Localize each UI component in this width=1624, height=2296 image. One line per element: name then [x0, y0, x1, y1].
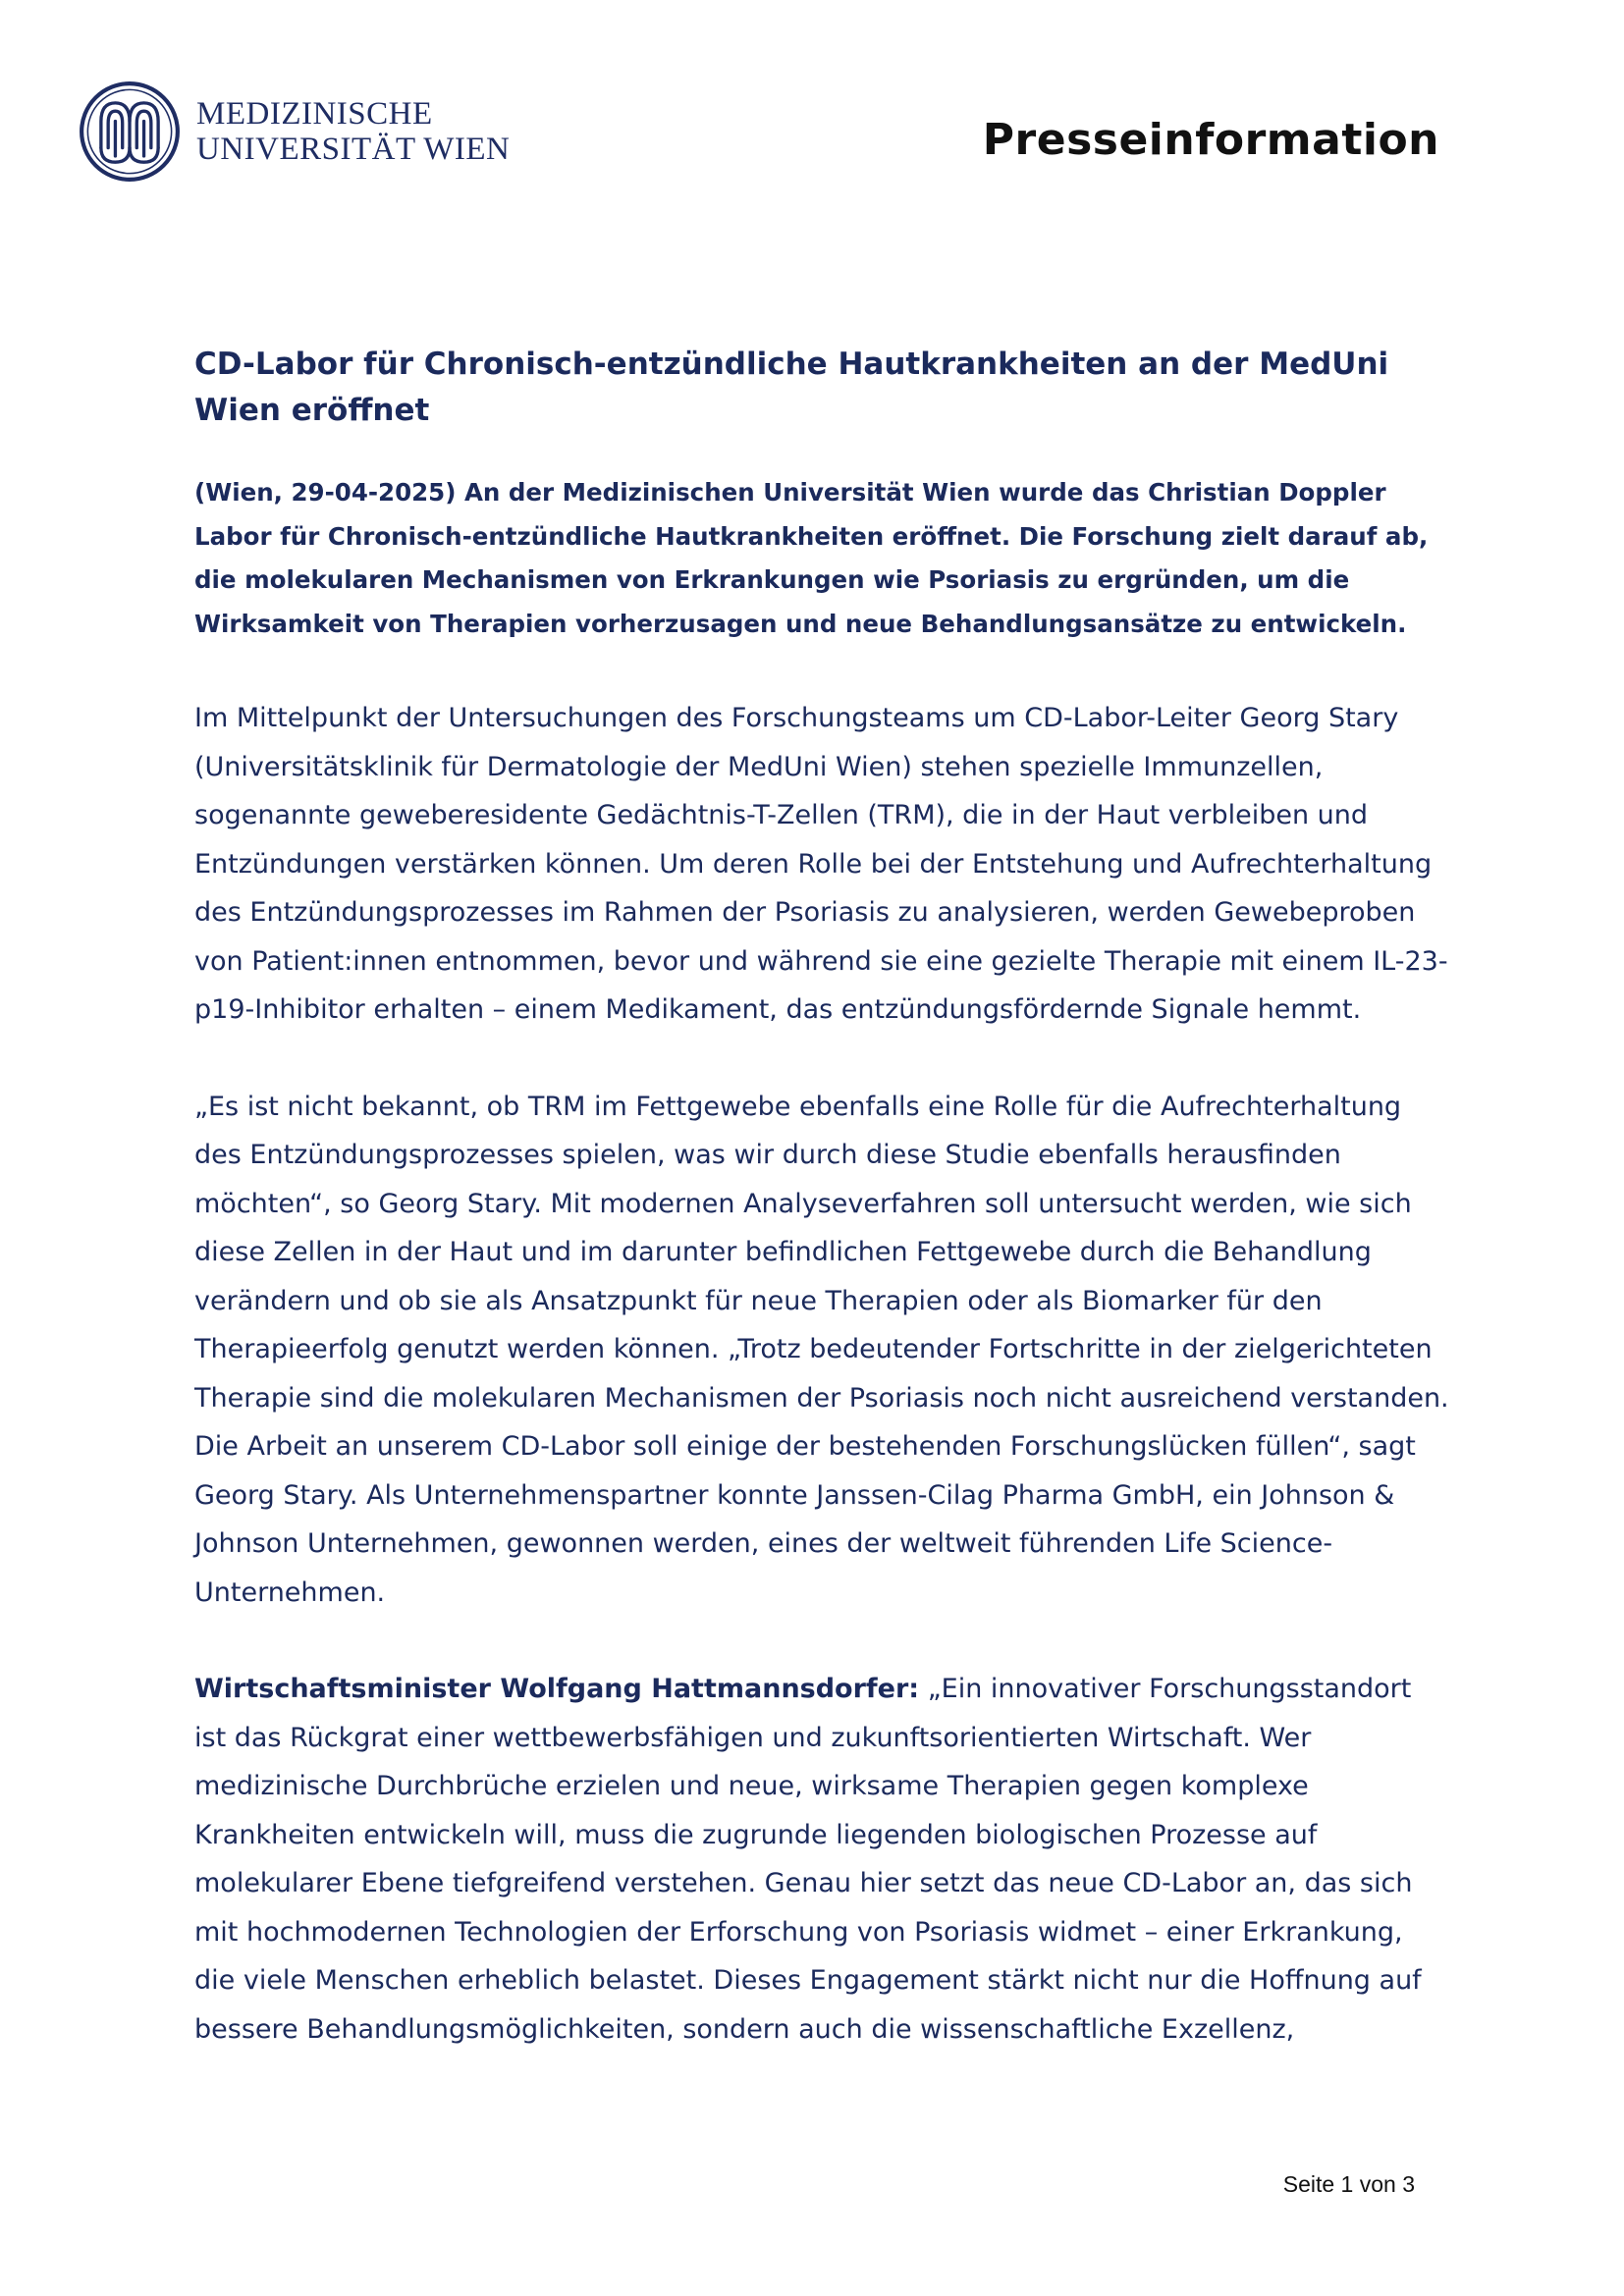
- paragraph-1: Im Mittelpunkt der Untersuchungen des Forschungsteams um CD-Labor-Leiter Georg Stary (Universitätsklinik für Dermatologie der MedUni Wien) stehen spezielle Immunzellen, sogenannte geweberesidente Gedächtnis-T-Zellen (TRM), die in der Haut verbleiben und Entzündungen verstärken können. Um deren Rolle bei der Entstehung und Aufrechterhaltung des Entzündungsprozesses im Rahmen der Psoriasis zu analysieren, werden Gewebeproben von Patient:innen entnommen, bevor und während sie eine gezielte Therapie mit einem IL-23-p19-Inhibitor erhalten – einem Medikament, das entzündungsfördernde Signale hemmt.: [194, 703, 1448, 1025]
- paragraph-2: „Es ist nicht bekannt, ob TRM im Fettgewebe ebenfalls eine Rolle für die Aufrechterhaltung des Entzündungsprozesses spielen, was wir durch diese Studie ebenfalls herausfinden möchten“, so Georg Stary. Mit modernen Analyseverfahren soll untersucht werden, wie sich diese Zellen in der Haut und im darunter befindlichen Fettgewebe durch die Behandlung verändern und ob sie als Ansatzpunkt für neue Therapien oder als Biomarker für den Therapieerfolg genutzt werden können. „Trotz bedeutender Fortschritte in der zielgerichteten Therapie sind die molekularen Mechanismen der Psoriasis noch nicht ausreichend verstanden. Die Arbeit an unserem CD-Labor soll einige der bestehenden Forschungslücken füllen“, sagt Georg Stary. Als Unternehmenspartner konnte Janssen-Cilag Pharma GmbH, ein Johnson & Johnson Unternehmen, gewonnen werden, eines der weltweit führenden Life Science-Unternehmen.: [194, 1091, 1449, 1608]
- wordmark-line-2: UNIVERSITÄT WIEN: [196, 132, 511, 167]
- quote-text: „Ein innovativer Forschungsstandort ist das Rückgrat einer wettbewerbsfähigen und zukunftsorientierten Wirtschaft. Wer medizinische Durchbrüche erzielen und neue, wirksame Therapien gegen komplexe Krankheiten entwickeln will, muss die zugrunde liegenden biologischen Prozesse auf molekularer Ebene tiefgreifend verstehen. Genau hier setzt das neue CD-Labor an, das sich mit hochmodernen Technologien der Erforschung von Psoriasis widmet – einer Erkrankung, die viele Menschen erheblich belastet. Dieses Engagement stärkt nicht nur die Hoffnung auf bessere Behandlungsmöglichkeiten, sondern auch die wissenschaftliche Exzellenz,: [194, 1674, 1422, 2045]
- university-logo: [79, 80, 510, 183]
- article-title: CD-Labor für Chronisch-entzündliche Hautkrankheiten an der MedUni Wien eröffnet: [194, 347, 1389, 428]
- wordmark-line-1: MEDIZINISCHE: [196, 96, 433, 132]
- paragraph-3: [194, 1665, 1449, 2054]
- page-number: Seite 1 von 3: [1282, 2171, 1415, 2197]
- document-type-heading: Presseinformation: [982, 115, 1439, 165]
- quote-speaker: Wirtschaftsminister Wolfgang Hattmannsdorfer:: [194, 1674, 920, 1704]
- university-wordmark: [196, 96, 510, 167]
- article-body: [194, 342, 1449, 2054]
- article-lead: (Wien, 29-04-2025) An der Medizinischen Universität Wien wurde das Christian Doppler Labor für Chronisch-entzündliche Hautkrankheiten eröffnet. Die Forschung zielt darauf ab, die molekularen Mechanismen von Erkrankungen wie Psoriasis zu ergründen, um die Wirksamkeit von Therapien vorherzusagen und neue Behandlungsansätze zu entwickeln.: [194, 478, 1429, 638]
- meduni-wien-logo-icon: [79, 80, 181, 183]
